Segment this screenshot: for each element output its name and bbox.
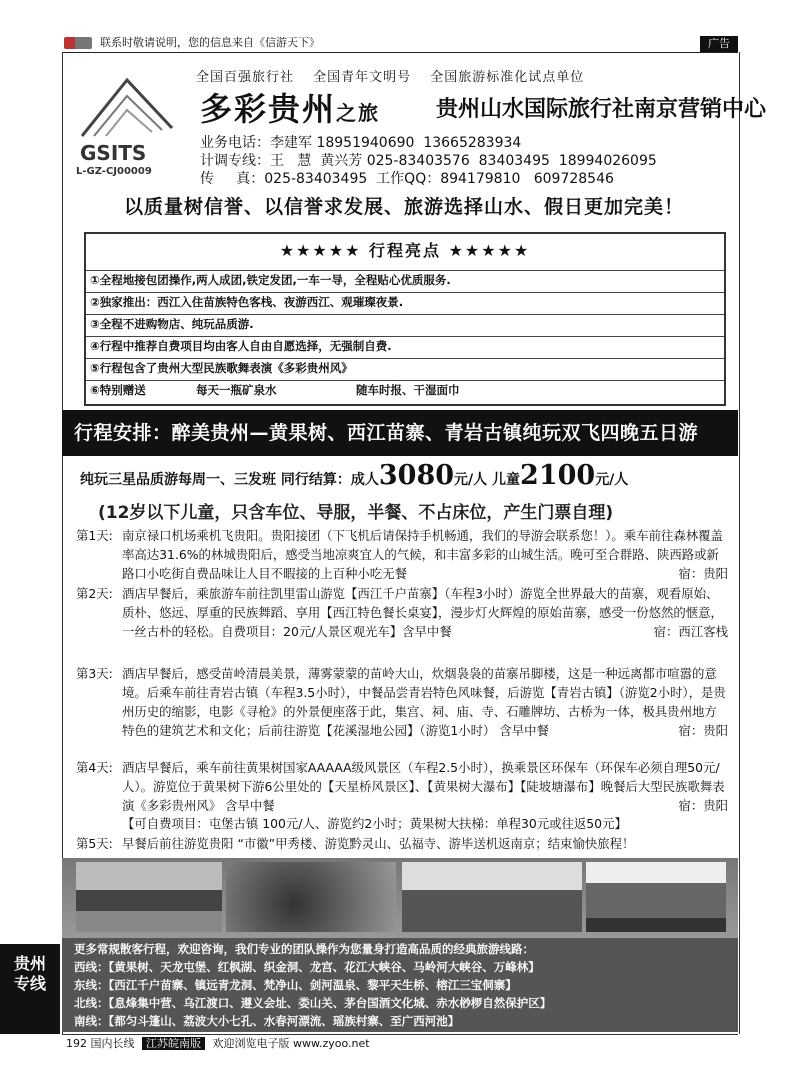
day-stay: 宿：贵阳 (678, 798, 728, 813)
routes-panel (62, 938, 738, 1032)
child-note: (12岁以下儿童，只含车位、导服，半餐、不占床位，产生门票自理) (98, 503, 614, 523)
source-notice: 联系时敬请说明，您的信息来自《信游天下》 (100, 36, 320, 49)
honors-line: 全国百强旅行社 全国青年文明号 全国旅游标准化试点单位 (196, 70, 585, 85)
brand-title (200, 84, 380, 130)
day-label: 第2天: (76, 586, 113, 601)
brand-suffix: 之旅 (336, 101, 381, 125)
day-label: 第3天: (76, 666, 113, 681)
highlight-item: ①全程地接包团操作,两人成团,铁定发团,一车一导，全程贴心优质服务. (86, 270, 724, 289)
day-stay: 宿：贵阳 (678, 723, 728, 738)
highlight-item: ⑤行程包含了贵州大型民族歌舞表演《多彩贵州风》 (86, 358, 724, 377)
day-text: 酒店早餐后，感受苗岭清晨美景，薄雾蒙蒙的苗岭大山，炊烟袅袅的苗寨吊脚楼，这是一种远离都市喧嚣的意境。后乘车前往青岩古镇（车程3.5小时），中餐品尝青岩特色风味餐，后游览【青岩古镇】（游览2小时），是贵州历史的缩影，电影《寻枪》的外景便座落于此，集宫、祠、庙、寺、石雕牌坊、古桥为一体，极具贵州地方特色的建筑艺术和文化；后前往游览【花溪湿地公园】（游览1小时） 含早中餐 (122, 666, 726, 738)
highlight-item: ③全程不进购物店、纯玩品质游. (86, 314, 724, 333)
highlight-item: ②独家推出：西江入住苗族特色客栈、夜游西江、观璀璨夜景. (86, 292, 724, 311)
routes-intro: 更多常规散客行程，欢迎咨询，我们专业的团队操作为您量身打造高品质的经典旅游线路： (74, 942, 534, 956)
slogan: 以质量树信誉、以信誉求发展、旅游选择山水、假日更加完美！ (123, 196, 684, 218)
gift-label: ⑥特别赠送 (90, 383, 146, 397)
child-label: 儿童 (487, 472, 521, 488)
adult-price: 3080 (378, 460, 455, 491)
child-price: 2100 (520, 460, 596, 491)
section-name: 国内长线 (90, 1037, 135, 1050)
day-text: 早餐后前往游览贵阳 “市徽”甲秀楼、游览黔灵山、弘福寺、游毕送机返南京；结束愉快旅程！ (122, 836, 635, 851)
license-number: L-GZ-CJ00009 (76, 166, 152, 176)
edition-badge: 江苏皖南版 (142, 1037, 205, 1050)
logo-letters: GSITS (80, 141, 147, 165)
ad-tag: 广告 (700, 36, 738, 52)
photo-village (226, 862, 396, 932)
day-stay: 宿：西江客栈 (653, 624, 728, 639)
website-link[interactable]: 欢迎浏览电子版 www.zyoo.net (212, 1037, 370, 1050)
day-text: 【可自费项目：屯堡古镇 100元/人、游览约2小时；黄果树大扶梯：单程30元或往返50元】 (122, 816, 627, 831)
contact-phone: 业务电话：李建军 18951940690 13665283934 (200, 135, 522, 151)
price-prefix: 纯玩三星品质游每周一、三发班 同行结算：成人 (80, 472, 379, 488)
brand-main: 多彩贵州 (200, 90, 337, 128)
photo-bridge (402, 862, 582, 932)
photo-dancers (76, 862, 222, 932)
agency-name: 贵州山水国际旅行社南京营销中心 (436, 96, 767, 122)
route-south: 南线：【都匀斗篷山、荔波大小七孔、水春河漂流、瑶族村寨、至广西河池】 (74, 1014, 460, 1028)
day-text: 南京禄口机场乘机飞贵阳。贵阳接团（下飞机后请保持手机畅通，我们的导游会联系您！）。乘车前往森林覆盖率高达31.6%的林城贵阳后，感受当地凉爽宜人的气候，和丰富多彩的山城生活。晚可至合群路、陕西路或新路口小吃街自费品味让人目不暇接的上百种小吃无餐 (122, 528, 723, 581)
page-number: 192 (66, 1037, 87, 1050)
publication-logo (64, 37, 92, 49)
contact-dispatch: 计调专线：王 慧 黄兴芳 025-83403576 83403495 18994026095 (200, 153, 657, 169)
day-item (76, 526, 728, 583)
day-stay: 宿：贵阳 (678, 566, 728, 581)
day-item (76, 584, 728, 641)
itinerary-title: 行程安排：醉美贵州—黄果树、西江苗寨、青岩古镇纯玩双飞四晚五日游 (62, 410, 738, 456)
route-north: 北线：【息烽集中营、乌江渡口、遵义会址、娄山关、茅台国酒文化城、赤水桫椤自然保护区】 (74, 996, 552, 1010)
gsits-logo (72, 66, 182, 176)
gift-towels: 随车时报、干湿面巾 (356, 383, 460, 397)
day-label: 第1天: (76, 528, 113, 543)
day-item (76, 758, 728, 815)
contact-fax-qq: 传 真：025-83403495 工作QQ：894179810 609728546 (200, 171, 614, 187)
highlights-box (84, 232, 726, 406)
day-item (76, 664, 728, 740)
photo-mountains (586, 862, 726, 932)
day-label: 第4天: (76, 760, 113, 775)
photo-strip (62, 858, 738, 938)
day-text: 酒店早餐后，乘旅游车前往凯里雷山游览【西江千户苗寨】（车程3小时）游览全世界最大的苗寨，观看原始、质朴、悠远、厚重的民族舞蹈、享用【西江特色餐长桌宴】，漫步灯火辉煌的原始苗寨，感受一份悠然的惬意，一丝古朴的轻松。自费项目：20元/人景区观光车】含早中餐 (122, 586, 723, 639)
adult-unit: 元/人 (454, 472, 488, 488)
side-tab-line2: 专线 (13, 974, 46, 993)
section-side-tab (0, 944, 60, 1034)
day-text: 酒店早餐后，乘车前往黄果树国家AAAAA级风景区（车程2.5小时），换乘景区环保车（环保车必须自理50元/人）。游览位于黄果树下游6公里处的【天星桥风景区】、【黄果树大瀑布】【陡坡塘瀑布】晚餐后大型民族歌舞表演《多彩贵州风》 含早中餐 (122, 760, 725, 813)
mountain-logo-icon (72, 66, 182, 176)
day-optional (76, 814, 728, 833)
route-east: 东线：【西江千户苗寨、镇远青龙洞、梵净山、剑河温泉、黎平天生桥、榕江三宝侗寨】 (74, 978, 517, 992)
child-unit: 元/人 (595, 472, 629, 488)
price-line (80, 460, 628, 491)
highlight-item: ④行程中推荐自费项目均由客人自由自愿选择，无强制自费. (86, 336, 724, 355)
highlight-item-gifts (86, 380, 724, 399)
route-west: 西线：【黄果树、天龙屯堡、红枫湖、织金洞、龙宫、花江大峡谷、马岭河大峡谷、万峰林】 (74, 960, 540, 974)
day-label: 第5天: (76, 836, 113, 851)
side-tab-line1: 贵州 (13, 954, 46, 973)
gift-water: 每天一瓶矿泉水 (196, 383, 277, 397)
highlights-title: ★★★★★ 行程亮点 ★★★★★ (279, 241, 531, 260)
page-footer (62, 1034, 738, 1053)
day-item (76, 834, 728, 853)
